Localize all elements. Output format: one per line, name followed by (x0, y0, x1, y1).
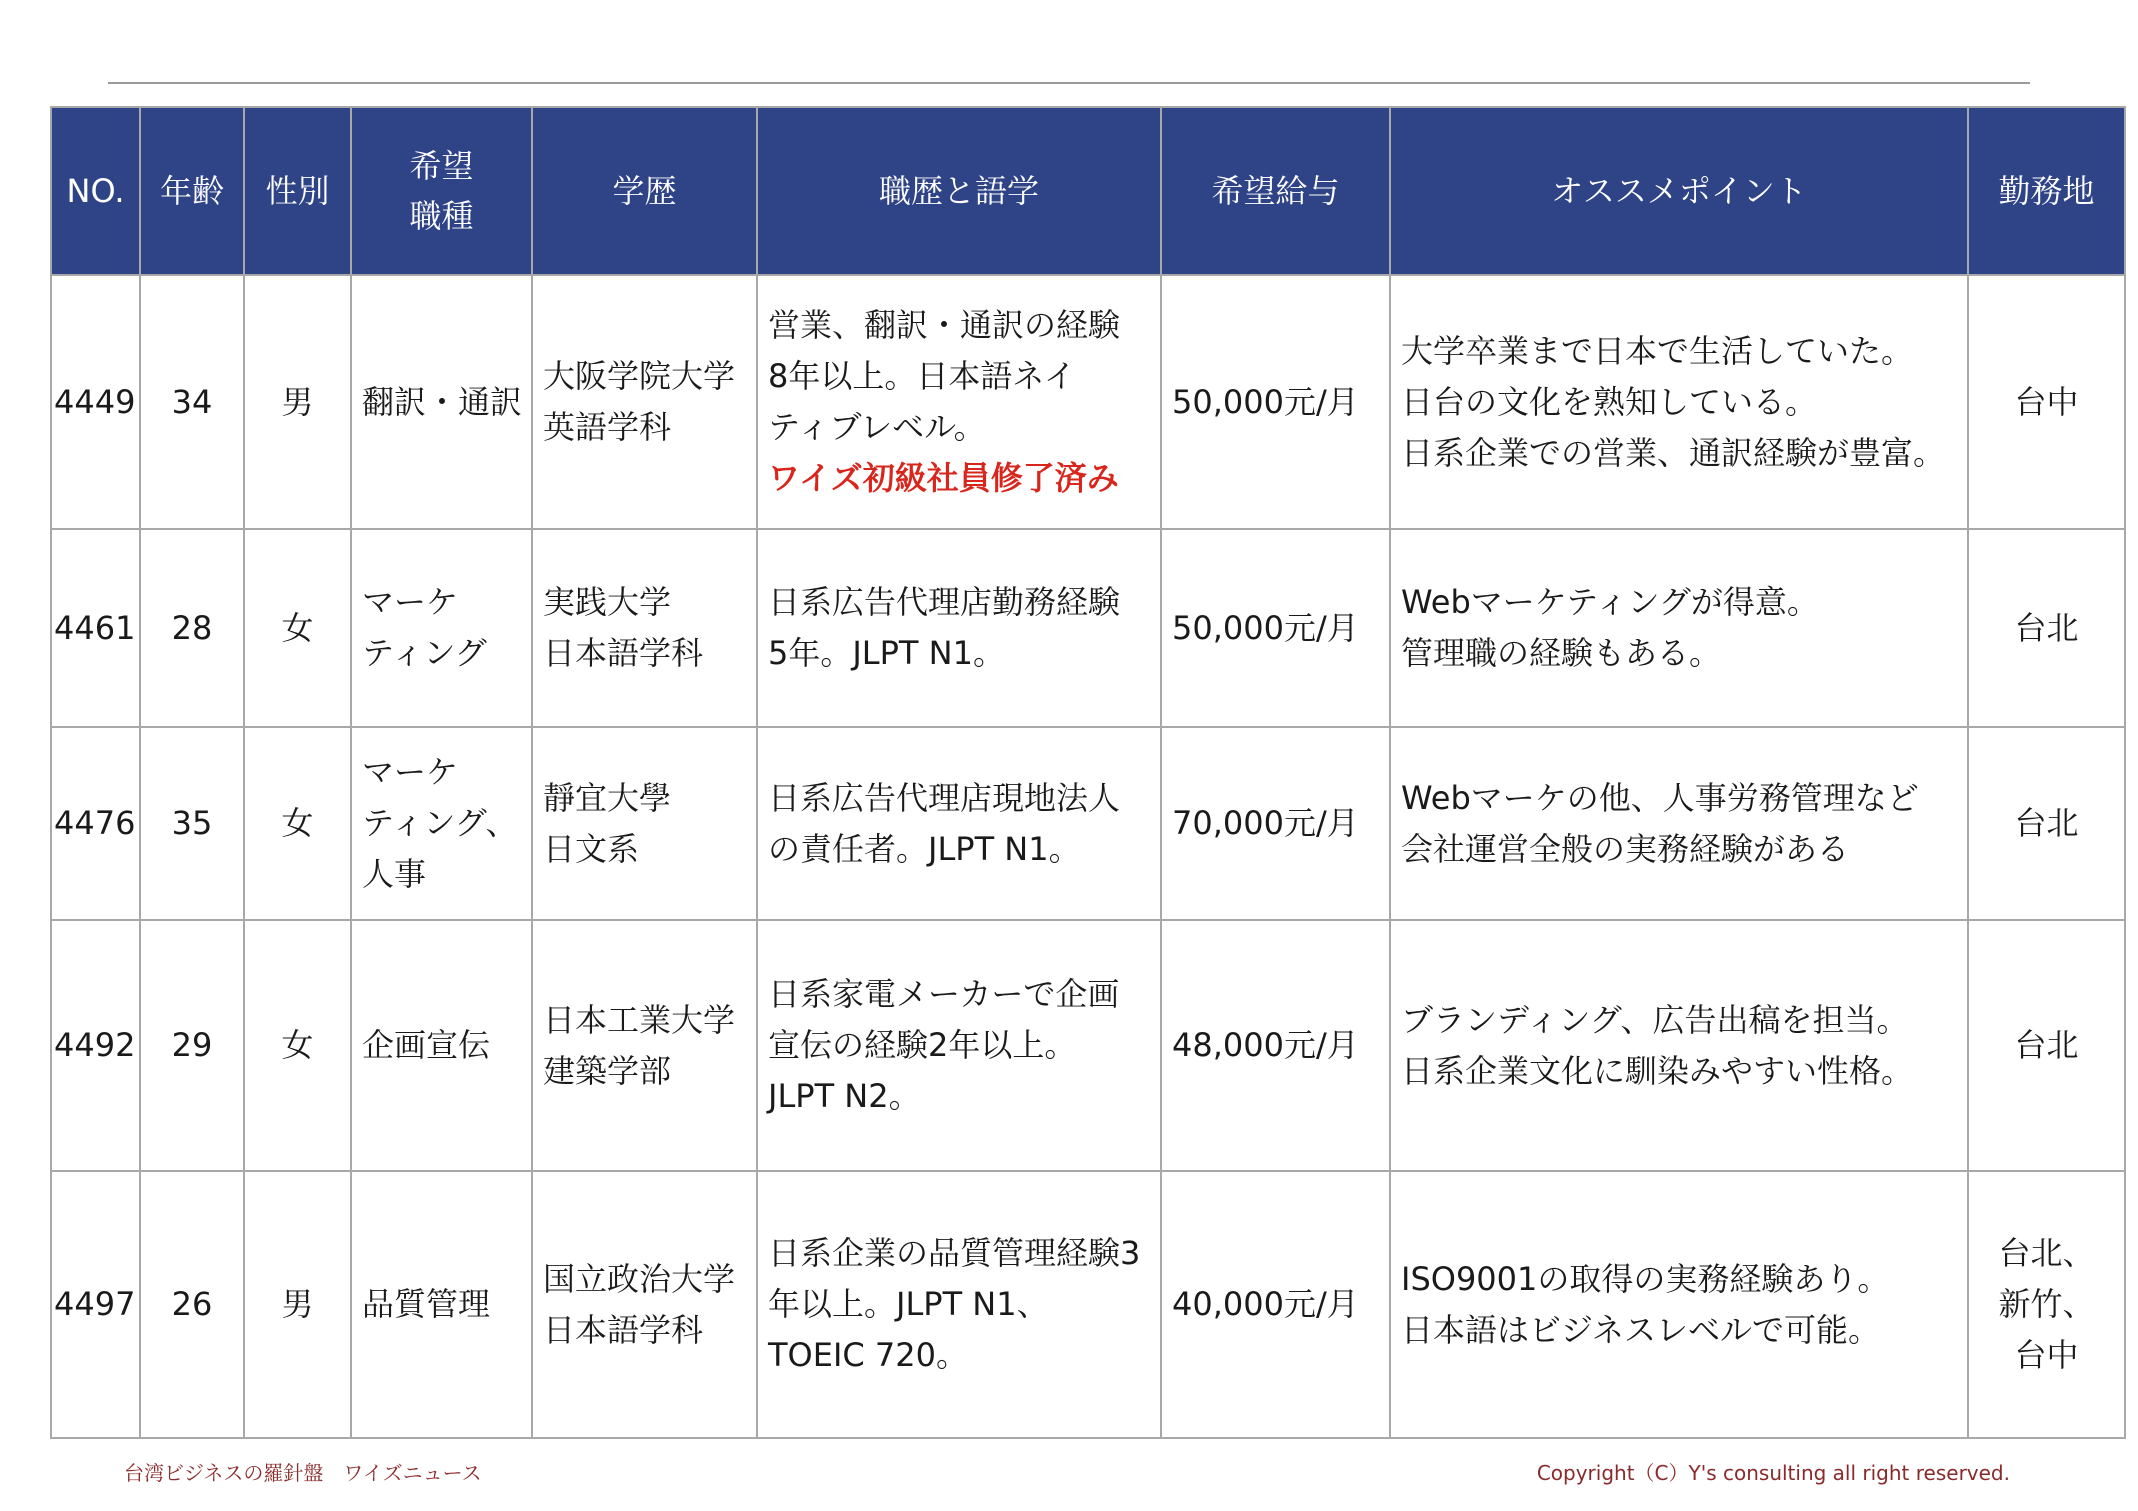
cell-no: 4449 (51, 275, 140, 529)
cell-no: 4497 (51, 1171, 140, 1438)
cell-gender: 女 (244, 529, 351, 727)
cell-age: 26 (140, 1171, 244, 1438)
table-row (51, 529, 2125, 727)
header-education: 学歴 (532, 107, 757, 275)
cell-location: 台北 (1968, 920, 2125, 1171)
header-career: 職歴と語学 (757, 107, 1161, 275)
cell-point: ISO9001の取得の実務経験あり。 日本語はビジネスレベルで可能。 (1390, 1171, 1968, 1438)
table-row (51, 727, 2125, 920)
cell-salary: 50,000元/月 (1161, 529, 1390, 727)
cell-career: 日系広告代理店現地法人 の責任者。JLPT N1。 (757, 727, 1161, 920)
header-gender: 性別 (244, 107, 351, 275)
cell-point: ブランディング、広告出稿を担当。 日系企業文化に馴染みやすい性格。 (1390, 920, 1968, 1171)
cell-job: マーケ ティング (351, 529, 532, 727)
cell-education: 日本工業大学 建築学部 (532, 920, 757, 1171)
footer-copyright: Copyright（C）Y's consulting all right reserved. (1536, 1461, 2010, 1485)
cell-education: 大阪学院大学 英語学科 (532, 275, 757, 529)
top-divider (108, 82, 2030, 84)
cell-no: 4492 (51, 920, 140, 1171)
header-row (51, 107, 2125, 275)
cell-no: 4476 (51, 727, 140, 920)
cell-location: 台中 (1968, 275, 2125, 529)
cell-salary: 48,000元/月 (1161, 920, 1390, 1171)
cell-age: 34 (140, 275, 244, 529)
cell-gender: 男 (244, 1171, 351, 1438)
cell-job: マーケ ティング、 人事 (351, 727, 532, 920)
header-location: 勤務地 (1968, 107, 2125, 275)
cell-no: 4461 (51, 529, 140, 727)
cell-point: 大学卒業まで日本で生活していた。 日台の文化を熟知している。 日系企業での営業、通訳経験が豊富。 (1390, 275, 1968, 529)
cell-career: 日系企業の品質管理経験3 年以上。JLPT N1、 TOEIC 720。 (757, 1171, 1161, 1438)
cell-career: 日系広告代理店勤務経験 5年。JLPT N1。 (757, 529, 1161, 727)
cell-salary: 40,000元/月 (1161, 1171, 1390, 1438)
header-job: 希望 職種 (351, 107, 532, 275)
header-age: 年齢 (140, 107, 244, 275)
cell-location: 台北 (1968, 727, 2125, 920)
candidate-table (50, 106, 2126, 1439)
cell-point: Webマーケの他、人事労務管理など 会社運営全般の実務経験がある (1390, 727, 1968, 920)
cell-gender: 女 (244, 920, 351, 1171)
footer-publication: 台湾ビジネスの羅針盤 ワイズニュース (124, 1461, 482, 1485)
cell-career (757, 275, 1161, 529)
career-text: 営業、翻訳・通訳の経験 8年以上。日本語ネイ ティブレベル。 (768, 306, 1121, 446)
cell-age: 29 (140, 920, 244, 1171)
training-note: ワイズ初級社員修了済み (768, 459, 1119, 497)
cell-salary: 70,000元/月 (1161, 727, 1390, 920)
cell-career: 日系家電メーカーで企画 宣伝の経験2年以上。 JLPT N2。 (757, 920, 1161, 1171)
cell-education: 靜宜大學 日文系 (532, 727, 757, 920)
header-salary: 希望給与 (1161, 107, 1390, 275)
cell-location: 台北 (1968, 529, 2125, 727)
table-row (51, 920, 2125, 1171)
header-no: NO. (51, 107, 140, 275)
cell-point: Webマーケティングが得意。 管理職の経験もある。 (1390, 529, 1968, 727)
cell-education: 実践大学 日本語学科 (532, 529, 757, 727)
cell-job: 品質管理 (351, 1171, 532, 1438)
cell-age: 28 (140, 529, 244, 727)
table-row (51, 1171, 2125, 1438)
cell-salary: 50,000元/月 (1161, 275, 1390, 529)
cell-gender: 男 (244, 275, 351, 529)
cell-job: 企画宣伝 (351, 920, 532, 1171)
cell-job: 翻訳・通訳 (351, 275, 532, 529)
cell-education: 国立政治大学 日本語学科 (532, 1171, 757, 1438)
cell-gender: 女 (244, 727, 351, 920)
cell-age: 35 (140, 727, 244, 920)
header-point: オススメポイント (1390, 107, 1968, 275)
cell-location: 台北、 新竹、 台中 (1968, 1171, 2125, 1438)
table-row (51, 275, 2125, 529)
